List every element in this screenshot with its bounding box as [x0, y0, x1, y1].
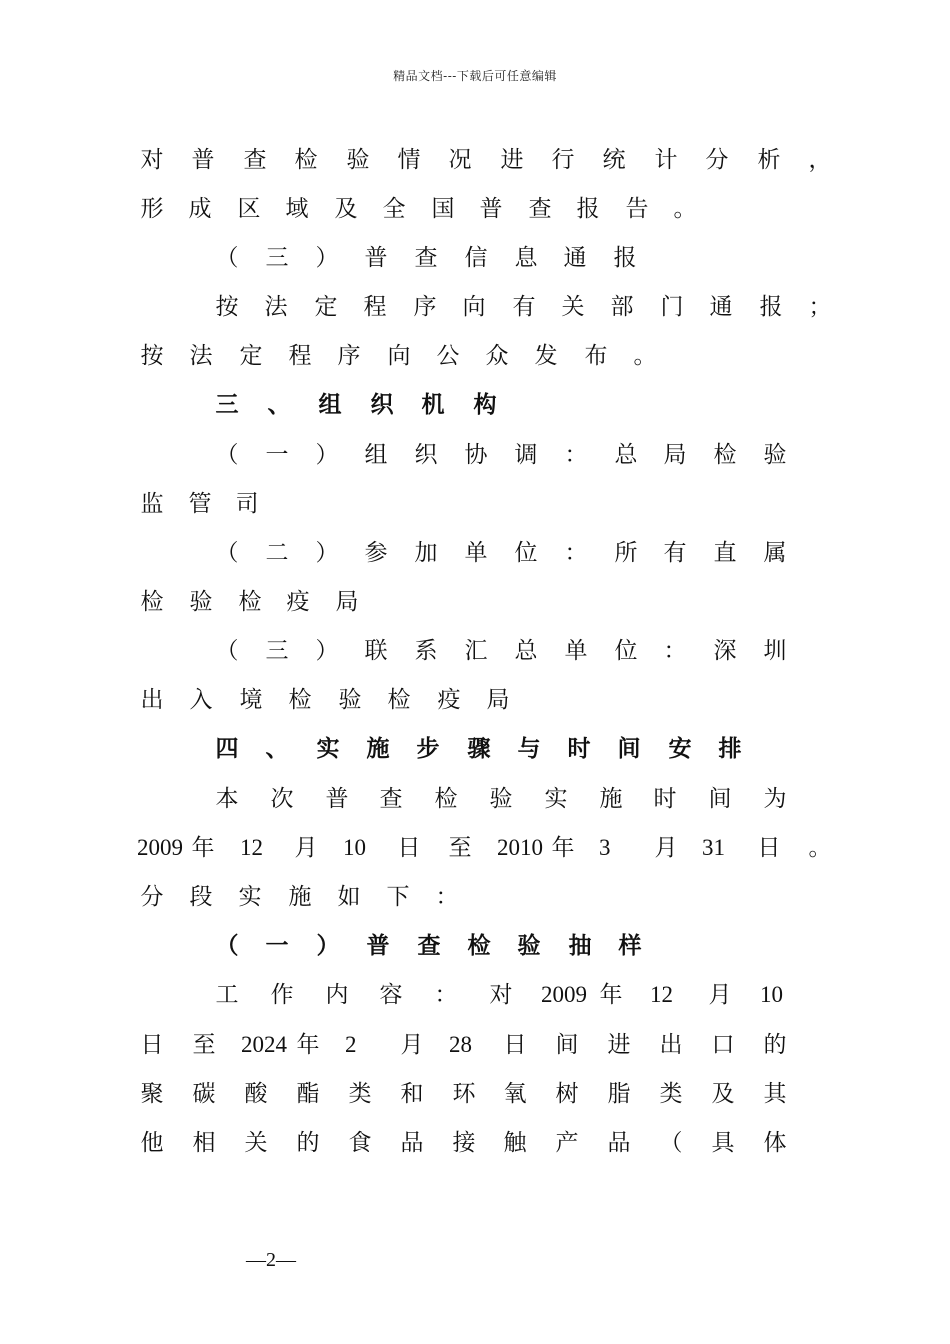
subsection-heading: （ 三 ） 普 查 信 息 通 报	[215, 245, 637, 271]
subsection-heading: （ 一 ） 普 查 检 验 抽 样	[215, 932, 642, 959]
body-line: 对 普 查 检 验 情 况 进 行 统 计 分 析 ，	[140, 147, 832, 173]
body-line: 2009 年 12 月 10 日 至 2010 年 3 月 31 日 。	[137, 835, 832, 861]
body-line: 聚 碳 酸 酯 类 和 环 氧 树 脂 类 及 其	[140, 1081, 787, 1107]
body-line: 日 至 2024 年 2 月 28 日 间 进 出 口 的	[140, 1032, 787, 1058]
body-line: 形 成 区 域 及 全 国 普 查 报 告 。	[140, 196, 697, 222]
section-heading: 四 、 实 施 步 骤 与 时 间 安 排	[215, 735, 742, 762]
body-line: 监 管 司	[140, 491, 259, 517]
page-number: —2—	[246, 1249, 296, 1271]
section-heading: 三 、 组 织 机 构	[215, 391, 497, 418]
body-line: 按 法 定 程 序 向 公 众 发 布 。	[140, 343, 657, 369]
body-line: 出 入 境 检 验 检 疫 局	[140, 687, 510, 713]
body-line: （ 三 ） 联 系 汇 总 单 位 ： 深 圳	[215, 638, 787, 664]
body-line: （ 一 ） 组 织 协 调 ： 总 局 检 验	[215, 442, 787, 468]
body-line: 他 相 关 的 食 品 接 触 产 品 （ 具 体	[140, 1130, 787, 1156]
body-line: 工 作 内 容 ： 对 2009 年 12 月 10	[215, 982, 783, 1008]
body-line: 按 法 定 程 序 向 有 关 部 门 通 报 ；	[215, 294, 832, 320]
body-line: 本 次 普 查 检 验 实 施 时 间 为	[215, 786, 787, 812]
body-line: 检 验 检 疫 局	[140, 589, 359, 615]
page-header: 精品文档---下载后可任意编辑	[393, 69, 557, 83]
body-line: 分 段 实 施 如 下 ：	[140, 884, 459, 910]
body-line: （ 二 ） 参 加 单 位 ： 所 有 直 属	[215, 540, 787, 566]
